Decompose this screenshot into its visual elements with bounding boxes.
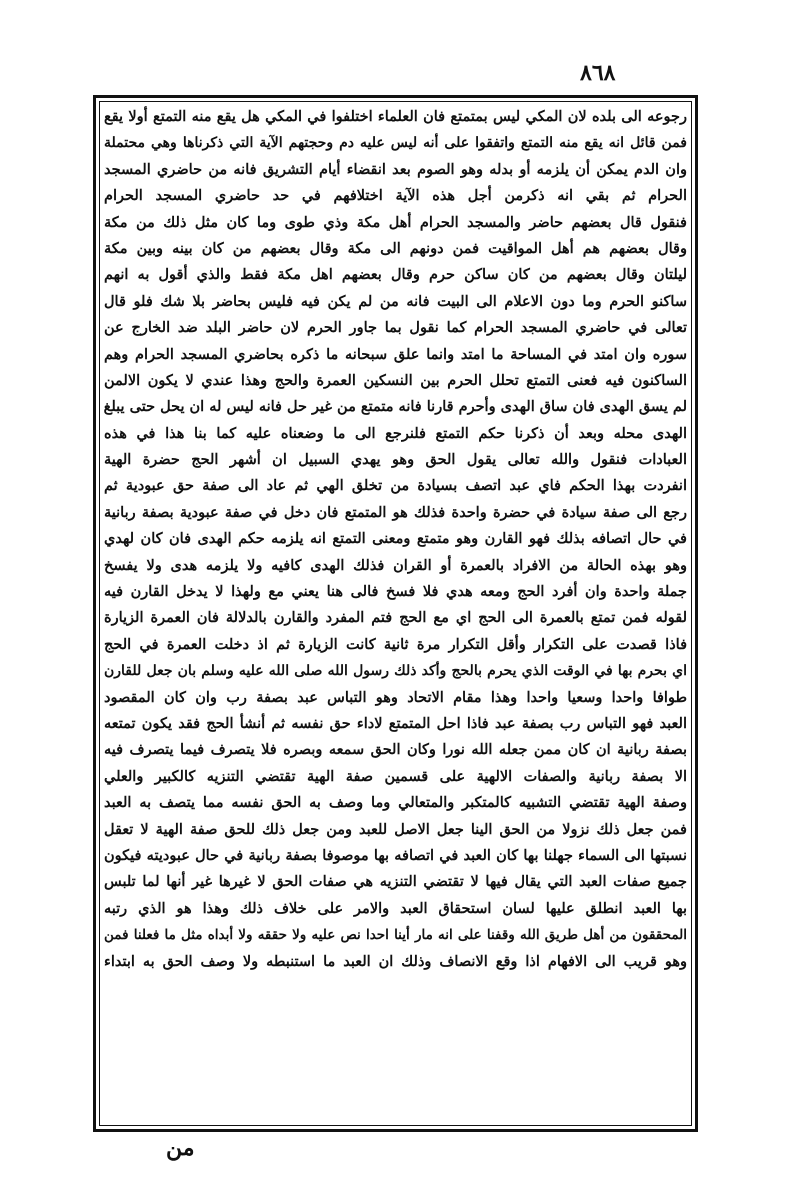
- text-line: جملة واحدة وان أفرد الحج ومعه هدي فلا فسخ فالى هنا يعني مع ولهذا لا يدخل القارن فيه: [104, 583, 687, 601]
- text-line: فاذا قصدت على التكرار وأقل التكرار مرة ثانية كانت الزيارة ثم اذ دخلت العمرة في الحج: [104, 635, 687, 653]
- text-line: فمن جعل ذلك نزولا من الحق الينا جعل الاصل للعبد ومن جعل ذلك للحق صفة الهية لا تعقل: [104, 820, 687, 838]
- text-line: العبادات فنقول والله تعالى يقول الحق وهو يهدي السبيل ان أشهر الحج حضرة الهية: [104, 451, 687, 469]
- text-line: الا بصفة ربانية والصفات الالهية على قسمين صفة الهية تقتضي التنزيه كالكبير والعلي: [104, 767, 687, 785]
- text-line: الساكنون فيه فعنى التمتع تحلل الحرم بين النسكين العمرة والحج وهذا عندي لا يكون الالمن: [104, 371, 687, 389]
- text-line: في حال اتصافه بذلك فهو القارن وهو متمتع ومعنى التمتع انه يلزمه حكم الهدى فان كان لهدي: [104, 530, 687, 548]
- text-line: الهدى محله وبعد أن ذكرنا حكم التمتع فلنرجع الى ما وضعناه عليه كما بنا هذا في هذه: [104, 424, 687, 442]
- text-line: رجوعه الى بلده لان المكي ليس بمتمتع فان العلماء اختلفوا في المكي هل يقع منه التمتع أولا يقع: [104, 108, 687, 125]
- text-line: ساكنو الحرم وما دون الاعلام الى البيت فانه من لم يكن فيه فليس بحاضر بلا شك فلو قال: [104, 292, 687, 310]
- text-line: الحرام ثم بقي انه ذكرمن أجل هذه الآية اختلافهم في حد حاضري المسجد الحرام: [104, 187, 687, 205]
- catchword: من: [166, 1135, 195, 1161]
- text-line: نسبتها الى السماء جهلنا بها كان العبد في اتصافه بها موصوفا بصفة ربانية في حال عبوديته فيكون: [104, 846, 687, 864]
- text-line: ليلتان وقال بعضهم من كان ساكن حرم وقال بعضهم اهل مكة فقط والذي أقول به انهم: [104, 266, 687, 284]
- text-line: العبد فهو التباس رب بصفة عبد فاذا احل المتمتع لاداء حق نفسه ثم أنشأ الحج فقد يكون تمتعه: [104, 714, 687, 732]
- text-line: لم يسق الهدى فان ساق الهدى وأحرم قارنا فانه متمتع من غير حل فانه ليس له ان يحل حتى يبلغ: [104, 398, 687, 416]
- text-line: المحققون من أهل طريق الله وقفنا على انه مار أينا احدا نص عليه ولا حققه ولا أبداه مثل ما فعلنا فمن: [104, 927, 687, 944]
- text-line: وقال بعضهم هم أهل المواقيت فمن دونهم الى مكة وقال بعضهم من كان بينه وبين مكة: [104, 239, 687, 257]
- text-line: وصفة الهية تقتضي التشبيه كالمتكبر والمتعالي وما وصف به الحق نفسه مما يتصف به العبد: [104, 794, 687, 812]
- text-line: اي بحرم بها في الوقت الذي يحرم بالحج وأكد ذلك رسول الله صلى الله عليه وسلم بان جعل للقارن: [104, 663, 687, 680]
- text-line: انفردت بهذا الحكم فاي عبد اتصف بسيادة من تخلق الهي ثم عاد الى صفة حق عبودية ثم: [104, 477, 687, 495]
- text-line: فمن قائل انه يقع منه التمتع واتفقوا على أنه ليس عليه دم وحجتهم الآية التي ذكرناها وهي محتملة: [104, 135, 687, 152]
- text-line: وهو بهذه الحالة من الافراد بالعمرة أو القران فذلك الهدى كافيه ولا يلزمه هدى ولا يفسخ: [104, 556, 687, 574]
- text-line: بها العبد انطلق عليها لسان استحقاق العبد والامر على خلاف ذلك وهذا هو الذي رتبه: [104, 899, 687, 917]
- text-line: وهو قريب الى الافهام اذا وقع الانصاف وذلك ان العبد ما استنبطه ولا وصف الحق به ابتداء: [104, 952, 687, 970]
- text-line: طوافا واحدا وسعيا واحدا وهذا مقام الاتحاد وهو التباس عبد بصفة رب وان كان المقصود: [104, 688, 687, 706]
- text-line: بصفة ربانية ان كان ممن جعله الله نورا وكان الحق سمعه وبصره فلا يتصرف فيما يتصرف فيه: [104, 741, 687, 759]
- text-line: وان الدم يمكن أن يلزمه أو بدله وهو الصوم بعد انقضاء أيام التشريق فانه من حاضري المسجد: [104, 160, 687, 178]
- text-line: تعالى في حاضري المسجد الحرام كما نقول بما جاور الحرم لان حاضر البلد ضد الخارج عن: [104, 319, 687, 337]
- text-line: لقوله فمن تمتع بالعمرة الى الحج اي مع الحج فتم المفرد والقارن بالدلالة فان العمرة الزيارة: [104, 609, 687, 627]
- main-text-block: [104, 104, 687, 1121]
- text-line: فنقول قال بعضهم حاضر والمسجد الحرام أهل مكة وذي طوى وما كان مثل ذلك من مكة: [104, 213, 687, 231]
- page-number: ٨٦٨: [580, 60, 616, 86]
- text-line: سوره وان امتد في المساحة ما امتد وانما علق سبحانه ما ذكره بحاضري المسجد الحرام وهم: [104, 345, 687, 363]
- text-line: جميع صفات العبد التي يقال فيها لا تقتضي التنزيه هي صفات الحق لا غيرها غير أنها لما تلبس: [104, 873, 687, 891]
- text-line: رجع الى صفة سيادة في حضرة واحدة فذلك هو المتمتع فان دخل في صفة عبودية بصفة ربانية: [104, 503, 687, 521]
